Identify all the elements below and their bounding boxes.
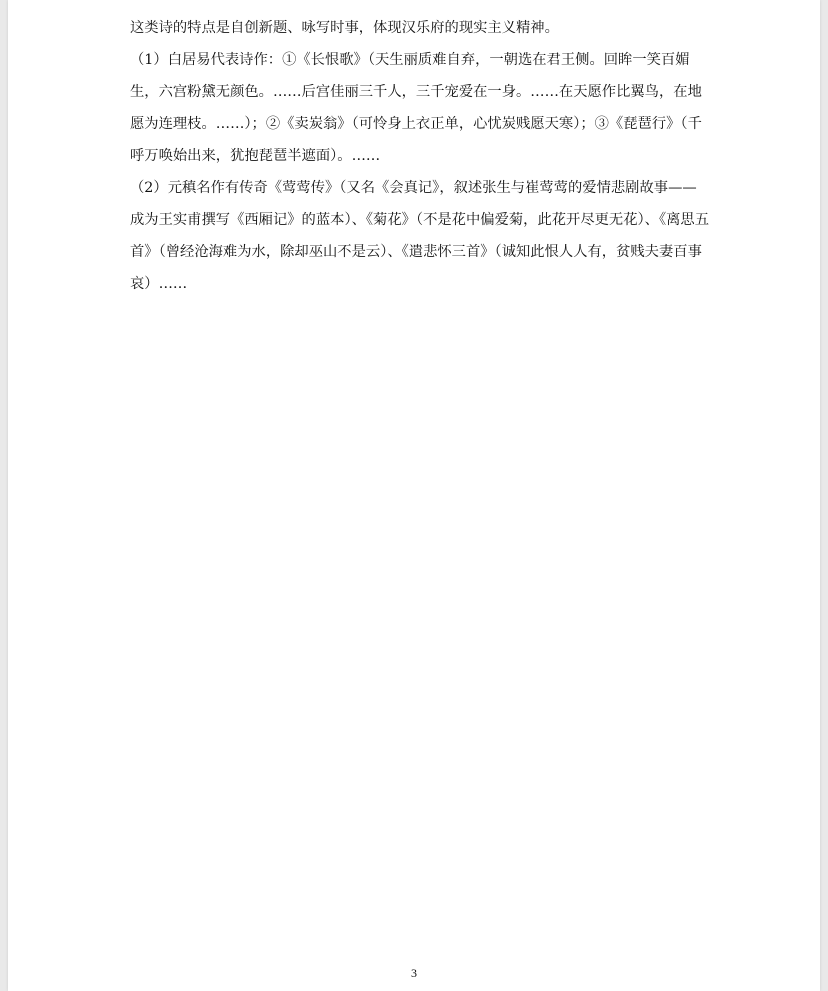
paragraph-bai-juyi: （1）白居易代表诗作：①《长恨歌》（天生丽质难自弃，一朝选在君王侧。回眸一笑百媚生，六宫粉黛无颜色。……后宫佳丽三千人，三千宠爱在一身。……在天愿作比翼鸟，在地愿为连理枝。……）；②《卖炭翁》（可怜身上衣正单，心忧炭贱愿天寒）；③《琵琶行》（千呼万唤始出来，犹抱琵琶半遮面）。……	[130, 52, 702, 164]
page-body	[130, 12, 710, 300]
paragraph-yuan-zhen: （2）元稹名作有传奇《莺莺传》（又名《会真记》，叙述张生与崔莺莺的爱情悲剧故事——成为王实甫撰写《西厢记》的蓝本）、《菊花》（不是花中偏爱菊，此花开尽更无花）、《离思五首》（曾经沧海难为水，除却巫山不是云）、《遣悲怀三首》（诚知此恨人人有，贫贱夫妻百事哀）……	[130, 180, 710, 292]
page-number: 3	[411, 966, 417, 980]
document-page	[8, 0, 820, 991]
paragraph-intro: 这类诗的特点是自创新题、咏写时事，体现汉乐府的现实主义精神。	[130, 20, 559, 36]
